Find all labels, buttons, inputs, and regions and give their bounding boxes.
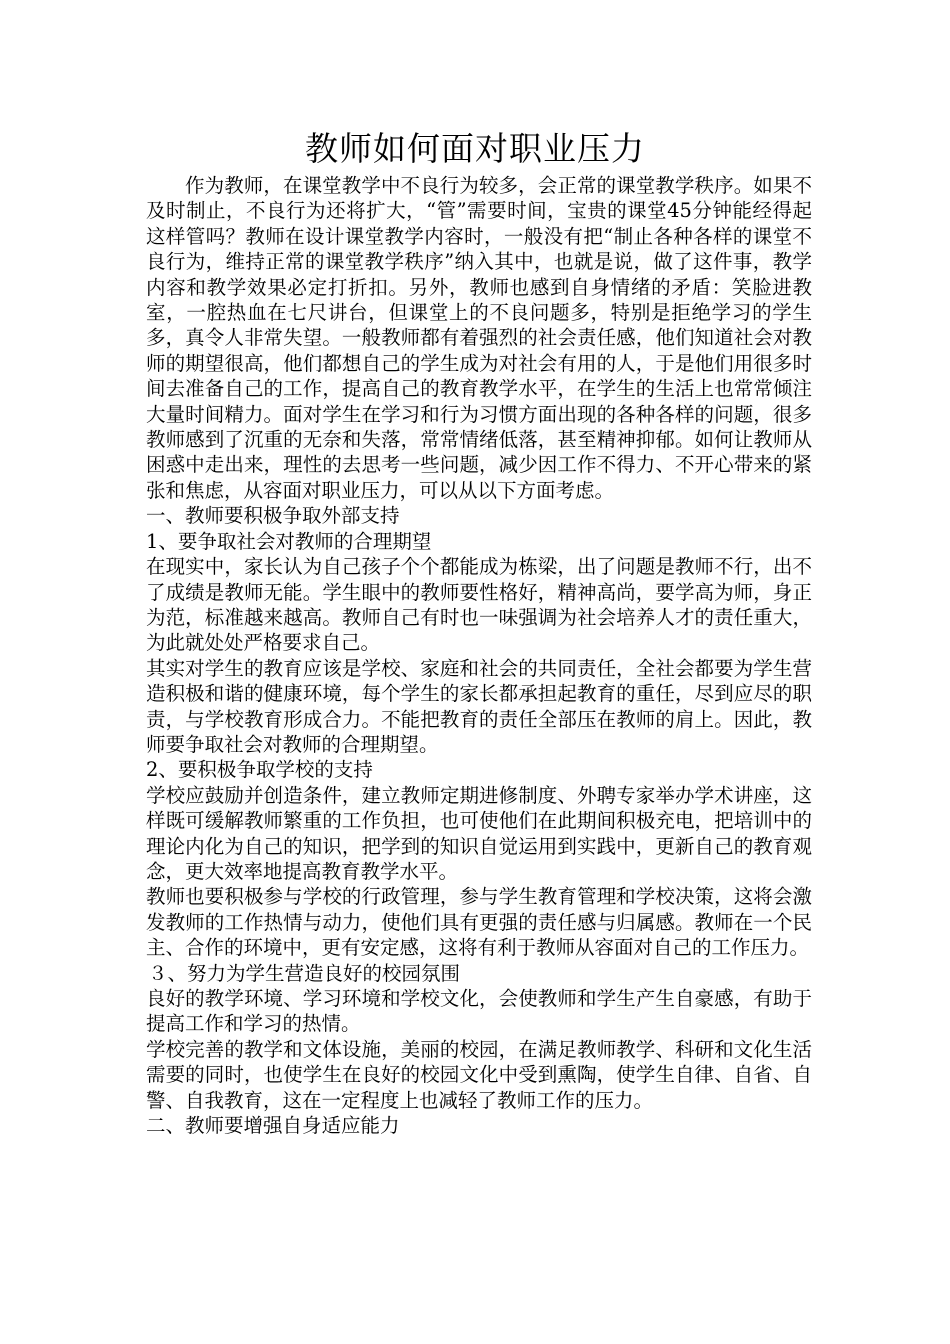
- subsection-heading-1: 1、要争取社会对教师的合理期望: [146, 529, 432, 553]
- document-body: [146, 173, 812, 1138]
- document-title: 教师如何面对职业压力: [305, 129, 645, 168]
- body-paragraph: 其实对学生的教育应该是学校、家庭和社会的共同责任，全社会都要为学生营造积极和谐的健康环境，每个学生的家长都承担起教育的重任，尽到应尽的职责，与学校教育形成合力。不能把教育的责任全部压在教师的肩上。因此，教师要争取社会对教师的合理期望。: [146, 656, 812, 756]
- body-paragraph: 在现实中，家长认为自己孩子个个都能成为栋梁，出了问题是教师不行，出不了成绩是教师无能。学生眼中的教师要性格好，精神高尚，要学高为师，身正为范，标准越来越高。教师自己有时也一味强调为社会培养人才的责任重大，为此就处处严格要求自己。: [146, 555, 812, 655]
- intro-paragraph: 作为教师，在课堂教学中不良行为较多，会正常的课堂教学秩序。如果不及时制止，不良行为还将扩大，“管”需要时间，宝贵的课堂45分钟能经得起这样管吗？教师在设计课堂教学内容时，一般没有把“制止各种各样的课堂不良行为，维持正常的课堂教学秩序”纳入其中，也就是说，做了这件事，教学内容和教学效果必定打折扣。另外，教师也感到自身情绪的矛盾：笑脸进教室，一腔热血在七尺讲台，但课堂上的不良问题多，特别是拒绝学习的学生多，真令人非常失望。一般教师都有着强烈的社会责任感，他们知道社会对教师的期望很高，他们都想自己的学生成为对社会有用的人，于是他们用很多时间去准备自己的工作，提高自己的教育教学水平，在学生的生活上也常常倾注大量时间精力。面对学生在学习和行为习惯方面出现的各种各样的问题，很多教师感到了沉重的无奈和失落，常常情绪低落，甚至精神抑郁。如何让教师从困惑中走出来，理性的去思考一些问题，减少因工作不得力、不开心带来的紧张和焦虑，从容面对职业压力，可以从以下方面考虑。: [146, 174, 812, 502]
- subsection-heading-3: ３、努力为学生营造良好的校园氛围: [148, 961, 461, 985]
- body-paragraph: 学校应鼓励并创造条件，建立教师定期进修制度、外聘专家举办学术讲座，这样既可缓解教师繁重的工作负担，也可使他们在此期间积极充电，把培训中的理论内化为自己的知识，把学到的知识自觉运用到实践中，更新自己的教育观念，更大效率地提高教育教学水平。: [146, 783, 812, 883]
- section-heading-1: 一、教师要积极争取外部支持: [146, 504, 400, 528]
- body-paragraph: 良好的教学环境、学习环境和学校文化，会使教师和学生产生自豪感，有助于提高工作和学习的热情。: [146, 987, 812, 1036]
- section-heading-2: 二、教师要增强自身适应能力: [146, 1114, 400, 1138]
- subsection-heading-2: 2、要积极争取学校的支持: [146, 758, 373, 782]
- body-paragraph: 教师也要积极参与学校的行政管理，参与学生教育管理和学校决策，这将会激发教师的工作热情与动力，使他们具有更强的责任感与归属感。教师在一个民主、合作的环境中，更有安定感，这将有利于教师从容面对自己的工作压力。: [146, 885, 812, 960]
- body-paragraph: 学校完善的教学和文体设施，美丽的校园，在满足教师教学、科研和文化生活需要的同时，也使学生在良好的校园文化中受到熏陶，使学生自律、自省、自警、自我教育，这在一定程度上也减轻了教师工作的压力。: [146, 1037, 812, 1112]
